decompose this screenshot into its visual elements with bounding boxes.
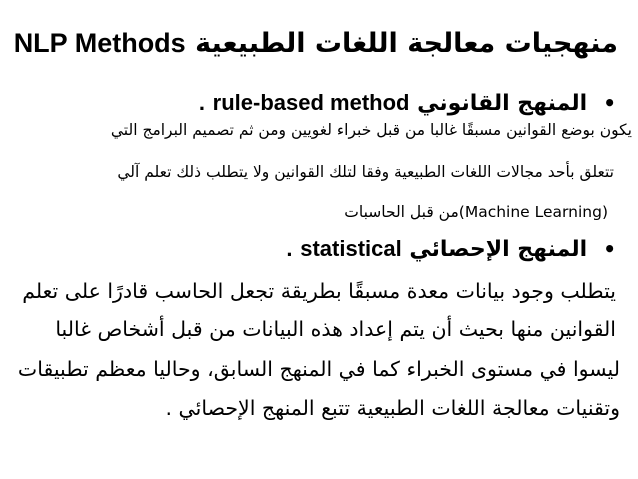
statistical-paragraph-line: يتطلب وجود بيانات معدة مسبقًا بطريقة تجعل الحاسب قادرًا على تعلم	[22, 279, 616, 303]
bullet-icon: •	[603, 237, 616, 261]
rule-paragraph-line: تتعلق بأحد مجالات اللغات الطبيعية وفقا لتلك القوانين ولا يتطلب ذلك تعلم آلي	[117, 163, 614, 181]
bullet-statistical-suffix: .	[286, 236, 293, 261]
bullet-rule-based	[6, 92, 616, 115]
slide-title-latin: NLP Methods	[13, 28, 186, 58]
bullet-statistical-arabic: المنهج الإحصائي	[409, 237, 588, 262]
bullet-rule-suffix: .	[198, 90, 205, 115]
rule-paragraph-line: يكون بوضع القوانين مسبقًا غالبا من قبل خبراء لغويين ومن ثم تصميم البرامج التي	[110, 121, 632, 139]
bullet-rule-latin: rule-based method	[212, 90, 410, 115]
bullet-statistical	[6, 238, 616, 261]
bullet-rule-arabic: المنهج القانوني	[417, 91, 588, 116]
statistical-paragraph-line: وتقنيات معالجة اللغات الطبيعية تتبع المنهج الإحصائي .	[165, 396, 620, 420]
slide-title-arabic: منهجيات معالجة اللغات الطبيعية	[195, 28, 618, 59]
slide-title	[6, 30, 618, 57]
rule-paragraph-line: (Machine Learning)من قبل الحاسبات	[344, 203, 608, 221]
bullet-icon: •	[603, 91, 616, 115]
bullet-statistical-latin: statistical	[300, 236, 402, 261]
statistical-paragraph-line: القوانين منها بحيث أن يتم إعداد هذه البيانات من قبل أشخاص غالبا	[55, 317, 616, 341]
statistical-paragraph-line: ليسوا في مستوى الخبراء كما في المنهج السابق، وحاليا معظم تطبيقات	[17, 357, 620, 381]
